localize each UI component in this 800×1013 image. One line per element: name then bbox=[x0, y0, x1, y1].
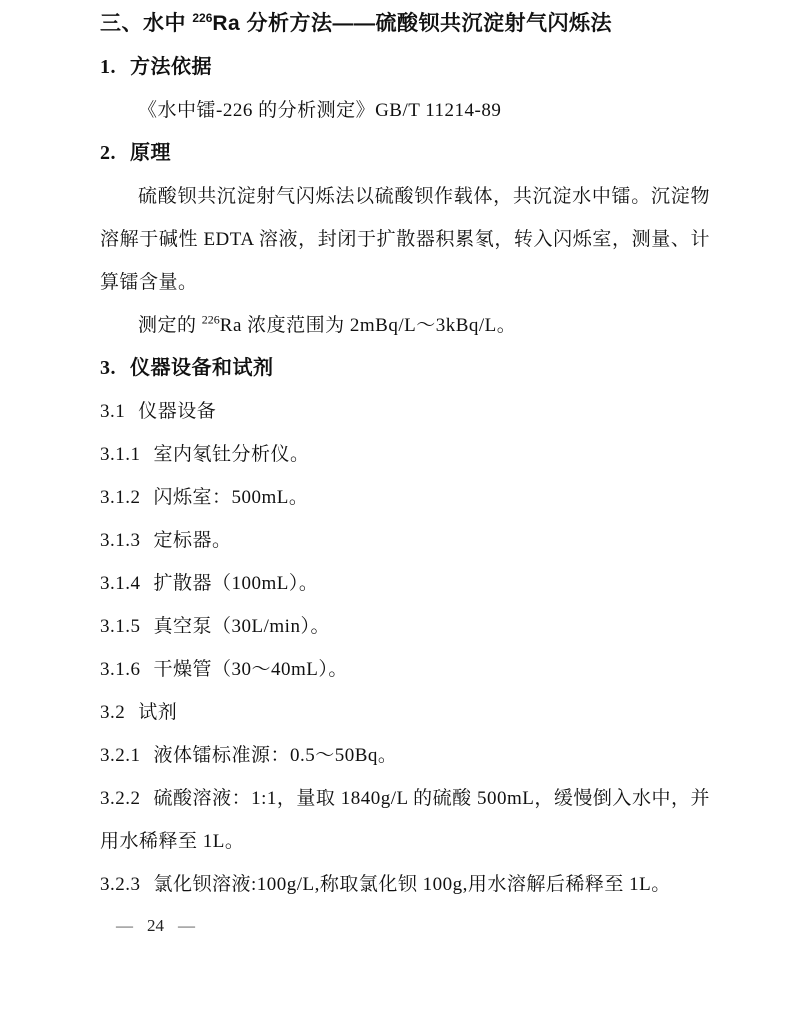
section1-heading bbox=[100, 46, 710, 89]
item-text: 液体镭标准源：0.5～50Bq。 bbox=[153, 745, 398, 766]
list-item-3-2-2 bbox=[100, 777, 710, 863]
section3-heading bbox=[100, 347, 710, 390]
section1-number: 1. bbox=[100, 56, 116, 78]
page-footer bbox=[102, 916, 209, 936]
item-text: 室内氡钍分析仪。 bbox=[153, 444, 310, 465]
section3-number: 3. bbox=[100, 357, 116, 379]
item-number: 3.1.3 bbox=[100, 530, 141, 551]
item-text: 硫酸溶液：1:1，量取 1840g/L 的硫酸 500mL，缓慢倒入水中，并用水稀释至 1L。 bbox=[100, 788, 710, 852]
subsection-3-2-number: 3.2 bbox=[100, 702, 126, 723]
list-item-3-1-1 bbox=[100, 433, 710, 476]
subsection-3-1-number: 3.1 bbox=[100, 401, 126, 422]
title-prefix: 三、水中 bbox=[100, 12, 193, 35]
page-content bbox=[100, 2, 710, 906]
footer-dash-right: — bbox=[178, 916, 195, 935]
item-number: 3.1.2 bbox=[100, 487, 141, 508]
range-suffix: Ra 浓度范围为 2mBq/L～3kBq/L。 bbox=[219, 315, 517, 336]
page-title bbox=[100, 2, 710, 46]
section1-heading-text: 方法依据 bbox=[130, 56, 212, 78]
list-item-3-1-6 bbox=[100, 648, 710, 691]
subsection-3-2-title: 试剂 bbox=[138, 702, 178, 723]
item-number: 3.2.3 bbox=[100, 874, 141, 895]
range-prefix: 测定的 bbox=[138, 315, 202, 336]
list-item-3-2-1 bbox=[100, 734, 710, 777]
item-number: 3.1.5 bbox=[100, 616, 141, 637]
subsection-3-1-title: 仪器设备 bbox=[138, 401, 217, 422]
section2-number: 2. bbox=[100, 142, 116, 164]
section2-paragraph: 硫酸钡共沉淀射气闪烁法以硫酸钡作载体，共沉淀水中镭。沉淀物溶解于碱性 EDTA 溶液，封闭于扩散器积累氡，转入闪烁室，测量、计算镭含量。 bbox=[100, 186, 710, 293]
section2-heading-text: 原理 bbox=[130, 142, 171, 164]
list-item-3-1-2 bbox=[100, 476, 710, 519]
section3-heading-text: 仪器设备和试剂 bbox=[130, 357, 274, 379]
item-text: 闪烁室：500mL。 bbox=[153, 487, 309, 508]
item-text: 氯化钡溶液:100g/L,称取氯化钡 100g,用水溶解后稀释至 1L。 bbox=[153, 874, 671, 895]
item-text: 定标器。 bbox=[153, 530, 232, 551]
subsection-3-2-heading bbox=[100, 691, 710, 734]
title-suffix: Ra 分析方法——硫酸钡共沉淀射气闪烁法 bbox=[212, 12, 613, 35]
item-number: 3.1.1 bbox=[100, 444, 141, 465]
item-text: 扩散器（100mL）。 bbox=[153, 573, 319, 594]
list-item-3-2-3 bbox=[100, 863, 710, 906]
item-number: 3.1.4 bbox=[100, 573, 141, 594]
item-number: 3.1.6 bbox=[100, 659, 141, 680]
section2-heading bbox=[100, 132, 710, 175]
item-text: 真空泵（30L/min）。 bbox=[153, 616, 330, 637]
item-number: 3.2.2 bbox=[100, 788, 141, 809]
list-item-3-1-5 bbox=[100, 605, 710, 648]
item-text: 干燥管（30～40mL）。 bbox=[153, 659, 348, 680]
subsection-3-1-heading bbox=[100, 390, 710, 433]
list-item-3-1-4 bbox=[100, 562, 710, 605]
page-number: 24 bbox=[147, 916, 164, 935]
section1-reference: 《水中镭-226 的分析测定》GB/T 11214-89 bbox=[138, 100, 502, 121]
footer-dash-left: — bbox=[116, 916, 133, 935]
range-isotope-superscript: 226 bbox=[201, 312, 220, 327]
title-isotope-superscript: 226 bbox=[192, 11, 213, 25]
item-number: 3.2.1 bbox=[100, 745, 141, 766]
list-item-3-1-3 bbox=[100, 519, 710, 562]
section2-range-line bbox=[100, 304, 710, 347]
